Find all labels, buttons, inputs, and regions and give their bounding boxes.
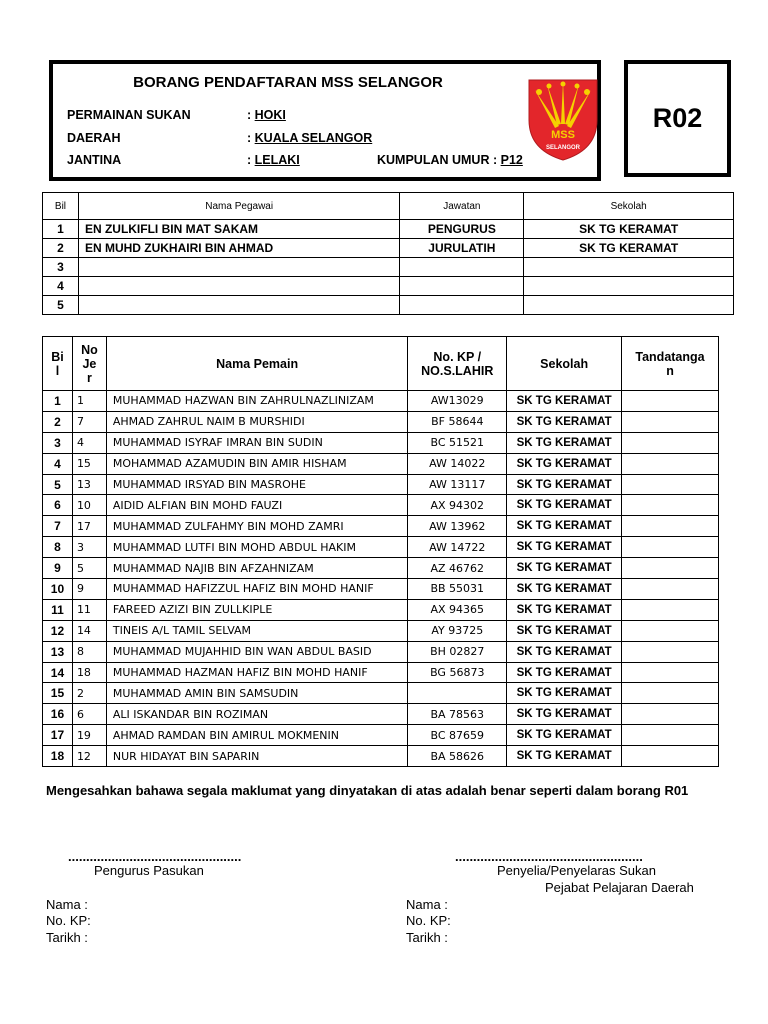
col-nama-pegawai: Nama Pegawai: [78, 193, 399, 220]
player-name: TINEIS A/L TAMIL SELVAM: [106, 620, 407, 641]
players-header-row: [43, 337, 719, 391]
gender-value: : LELAKI: [247, 153, 300, 167]
signature-role-left: Pengurus Pasukan: [94, 863, 204, 878]
name-label-right: Nama :: [406, 897, 448, 912]
player-jersey-no: 12: [72, 746, 106, 767]
player-ic-no: AY 93725: [408, 620, 507, 641]
player-ic-no: AW 14022: [408, 453, 507, 474]
player-bil: 6: [43, 495, 73, 516]
official-row: [43, 220, 734, 239]
player-row: [43, 453, 719, 474]
player-row: [43, 558, 719, 579]
date-label-right: Tarikh :: [406, 930, 448, 945]
player-row: [43, 746, 719, 767]
officials-header-row: [43, 193, 734, 220]
sport-value: : HOKI: [247, 108, 286, 122]
col-tandatangan: Tandatanga n: [622, 337, 719, 391]
official-bil: 2: [43, 239, 79, 258]
player-jersey-no: 1: [72, 391, 106, 412]
player-name: MUHAMMAD ZULFAHMY BIN MOHD ZAMRI: [106, 516, 407, 537]
player-row: [43, 537, 719, 558]
player-signature[interactable]: [622, 495, 719, 516]
player-ic-no: AW13029: [408, 391, 507, 412]
player-bil: 4: [43, 453, 73, 474]
player-ic-no: BC 51521: [408, 432, 507, 453]
player-bil: 16: [43, 704, 73, 725]
district-value: : KUALA SELANGOR: [247, 131, 373, 145]
player-school: SK TG KERAMAT: [507, 704, 622, 725]
date-label-left: Tarikh :: [46, 930, 88, 945]
player-bil: 7: [43, 516, 73, 537]
signature-role-right: Penyelia/Penyelaras Sukan: [497, 863, 656, 878]
player-signature[interactable]: [622, 432, 719, 453]
player-row: [43, 432, 719, 453]
player-jersey-no: 8: [72, 641, 106, 662]
form-code: R02: [624, 60, 731, 177]
player-bil: 2: [43, 411, 73, 432]
player-signature[interactable]: [622, 579, 719, 600]
player-bil: 11: [43, 599, 73, 620]
player-name: MUHAMMAD LUTFI BIN MOHD ABDUL HAKIM: [106, 537, 407, 558]
official-name: [78, 296, 399, 315]
player-row: [43, 641, 719, 662]
col-bil: Bi l: [43, 337, 73, 391]
player-bil: 18: [43, 746, 73, 767]
ic-label-left: No. KP:: [46, 913, 91, 928]
gender-label: JANTINA: [67, 153, 122, 167]
player-signature[interactable]: [622, 704, 719, 725]
player-jersey-no: 3: [72, 537, 106, 558]
player-jersey-no: 11: [72, 599, 106, 620]
sport-label: PERMAINAN SUKAN: [67, 108, 191, 122]
age-group: KUMPULAN UMUR : P12: [377, 153, 523, 167]
official-bil: 5: [43, 296, 79, 315]
player-name: MUHAMMAD IRSYAD BIN MASROHE: [106, 474, 407, 495]
official-position: [400, 258, 524, 277]
player-signature[interactable]: [622, 537, 719, 558]
player-row: [43, 662, 719, 683]
player-signature[interactable]: [622, 391, 719, 412]
form-header: [49, 60, 601, 181]
player-signature[interactable]: [622, 725, 719, 746]
player-signature[interactable]: [622, 516, 719, 537]
official-school: SK TG KERAMAT: [524, 220, 734, 239]
official-row: [43, 296, 734, 315]
col-sekolah: Sekolah: [507, 337, 622, 391]
player-signature[interactable]: [622, 474, 719, 495]
player-school: SK TG KERAMAT: [507, 579, 622, 600]
district-label: DAERAH: [67, 131, 121, 145]
player-signature[interactable]: [622, 411, 719, 432]
player-row: [43, 516, 719, 537]
player-row: [43, 620, 719, 641]
signature-office-right: Pejabat Pelajaran Daerah: [545, 880, 694, 895]
player-name: NUR HIDAYAT BIN SAPARIN: [106, 746, 407, 767]
player-name: AHMAD RAMDAN BIN AMIRUL MOKMENIN: [106, 725, 407, 746]
player-jersey-no: 5: [72, 558, 106, 579]
player-ic-no: BA 78563: [408, 704, 507, 725]
player-school: SK TG KERAMAT: [507, 746, 622, 767]
player-row: [43, 599, 719, 620]
official-school: [524, 258, 734, 277]
player-jersey-no: 17: [72, 516, 106, 537]
player-signature[interactable]: [622, 453, 719, 474]
player-jersey-no: 6: [72, 704, 106, 725]
player-bil: 5: [43, 474, 73, 495]
col-jawatan: Jawatan: [400, 193, 524, 220]
player-name: MUHAMMAD AMIN BIN SAMSUDIN: [106, 683, 407, 704]
ic-label-right: No. KP:: [406, 913, 451, 928]
player-row: [43, 391, 719, 412]
player-signature[interactable]: [622, 599, 719, 620]
player-name: MUHAMMAD HAZMAN HAFIZ BIN MOHD HANIF: [106, 662, 407, 683]
player-ic-no: AX 94365: [408, 599, 507, 620]
official-bil: 1: [43, 220, 79, 239]
player-row: [43, 474, 719, 495]
signature-line-right: ....................................................: [455, 849, 643, 864]
player-ic-no: BH 02827: [408, 641, 507, 662]
player-ic-no: AX 94302: [408, 495, 507, 516]
player-jersey-no: 9: [72, 579, 106, 600]
player-name: MUHAMMAD MUJAHHID BIN WAN ABDUL BASID: [106, 641, 407, 662]
official-row: [43, 239, 734, 258]
official-bil: 4: [43, 277, 79, 296]
official-school: SK TG KERAMAT: [524, 239, 734, 258]
logo-text-mss: MSS: [551, 129, 575, 141]
player-ic-no: AW 14722: [408, 537, 507, 558]
player-signature[interactable]: [622, 662, 719, 683]
mss-selangor-logo: [525, 76, 601, 162]
player-school: SK TG KERAMAT: [507, 683, 622, 704]
player-school: SK TG KERAMAT: [507, 495, 622, 516]
player-ic-no: BF 58644: [408, 411, 507, 432]
player-bil: 10: [43, 579, 73, 600]
player-jersey-no: 7: [72, 411, 106, 432]
col-nama-pemain: Nama Pemain: [106, 337, 407, 391]
player-jersey-no: 2: [72, 683, 106, 704]
player-school: SK TG KERAMAT: [507, 725, 622, 746]
official-row: [43, 277, 734, 296]
player-bil: 3: [43, 432, 73, 453]
player-ic-no: BA 58626: [408, 746, 507, 767]
player-bil: 15: [43, 683, 73, 704]
signature-line-left: ................................................: [68, 849, 242, 864]
player-name: FAREED AZIZI BIN ZULLKIPLE: [106, 599, 407, 620]
player-name: AHMAD ZAHRUL NAIM B MURSHIDI: [106, 411, 407, 432]
player-bil: 9: [43, 558, 73, 579]
player-name: MUHAMMAD ISYRAF IMRAN BIN SUDIN: [106, 432, 407, 453]
player-signature[interactable]: [622, 683, 719, 704]
logo-text-selangor: SELANGOR: [545, 145, 581, 151]
player-name: MUHAMMAD HAFIZZUL HAFIZ BIN MOHD HANIF: [106, 579, 407, 600]
player-jersey-no: 18: [72, 662, 106, 683]
player-signature[interactable]: [622, 641, 719, 662]
player-school: SK TG KERAMAT: [507, 620, 622, 641]
player-school: SK TG KERAMAT: [507, 558, 622, 579]
confirmation-statement: Mengesahkan bahawa segala maklumat yang dinyatakan di atas adalah benar seperti dalam borang R01: [46, 783, 689, 798]
official-position: PENGURUS: [400, 220, 524, 239]
col-bil: Bil: [43, 193, 79, 220]
player-row: [43, 683, 719, 704]
player-ic-no: AZ 46762: [408, 558, 507, 579]
official-row: [43, 258, 734, 277]
player-bil: 1: [43, 391, 73, 412]
player-signature[interactable]: [622, 746, 719, 767]
player-name: AIDID ALFIAN BIN MOHD FAUZI: [106, 495, 407, 516]
player-ic-no: AW 13962: [408, 516, 507, 537]
player-signature[interactable]: [622, 558, 719, 579]
player-jersey-no: 10: [72, 495, 106, 516]
player-bil: 8: [43, 537, 73, 558]
official-name: EN ZULKIFLI BIN MAT SAKAM: [78, 220, 399, 239]
player-ic-no: [408, 683, 507, 704]
player-row: [43, 495, 719, 516]
officials-table: [42, 192, 734, 315]
player-row: [43, 411, 719, 432]
player-name: MUHAMMAD NAJIB BIN AFZAHNIZAM: [106, 558, 407, 579]
player-jersey-no: 14: [72, 620, 106, 641]
official-name: [78, 277, 399, 296]
player-row: [43, 704, 719, 725]
player-ic-no: BG 56873: [408, 662, 507, 683]
player-school: SK TG KERAMAT: [507, 411, 622, 432]
official-name: EN MUHD ZUKHAIRI BIN AHMAD: [78, 239, 399, 258]
col-sekolah: Sekolah: [524, 193, 734, 220]
player-school: SK TG KERAMAT: [507, 474, 622, 495]
player-jersey-no: 15: [72, 453, 106, 474]
player-school: SK TG KERAMAT: [507, 516, 622, 537]
player-jersey-no: 19: [72, 725, 106, 746]
official-position: JURULATIH: [400, 239, 524, 258]
name-label-left: Nama :: [46, 897, 88, 912]
official-position: [400, 277, 524, 296]
form-title: BORANG PENDAFTARAN MSS SELANGOR: [133, 74, 443, 91]
official-name: [78, 258, 399, 277]
player-signature[interactable]: [622, 620, 719, 641]
player-school: SK TG KERAMAT: [507, 537, 622, 558]
player-name: ALI ISKANDAR BIN ROZIMAN: [106, 704, 407, 725]
player-school: SK TG KERAMAT: [507, 641, 622, 662]
player-name: MUHAMMAD HAZWAN BIN ZAHRULNAZLINIZAM: [106, 391, 407, 412]
player-bil: 13: [43, 641, 73, 662]
player-school: SK TG KERAMAT: [507, 662, 622, 683]
official-position: [400, 296, 524, 315]
player-row: [43, 579, 719, 600]
col-no-jersi: No Je r: [72, 337, 106, 391]
players-table: [42, 336, 719, 767]
player-jersey-no: 4: [72, 432, 106, 453]
player-row: [43, 725, 719, 746]
player-name: MOHAMMAD AZAMUDIN BIN AMIR HISHAM: [106, 453, 407, 474]
official-school: [524, 296, 734, 315]
player-ic-no: BC 87659: [408, 725, 507, 746]
player-jersey-no: 13: [72, 474, 106, 495]
player-school: SK TG KERAMAT: [507, 432, 622, 453]
col-no-kp: No. KP / NO.S.LAHIR: [408, 337, 507, 391]
player-bil: 14: [43, 662, 73, 683]
official-bil: 3: [43, 258, 79, 277]
player-school: SK TG KERAMAT: [507, 453, 622, 474]
player-bil: 17: [43, 725, 73, 746]
player-school: SK TG KERAMAT: [507, 599, 622, 620]
official-school: [524, 277, 734, 296]
player-ic-no: AW 13117: [408, 474, 507, 495]
player-ic-no: BB 55031: [408, 579, 507, 600]
player-school: SK TG KERAMAT: [507, 391, 622, 412]
player-bil: 12: [43, 620, 73, 641]
